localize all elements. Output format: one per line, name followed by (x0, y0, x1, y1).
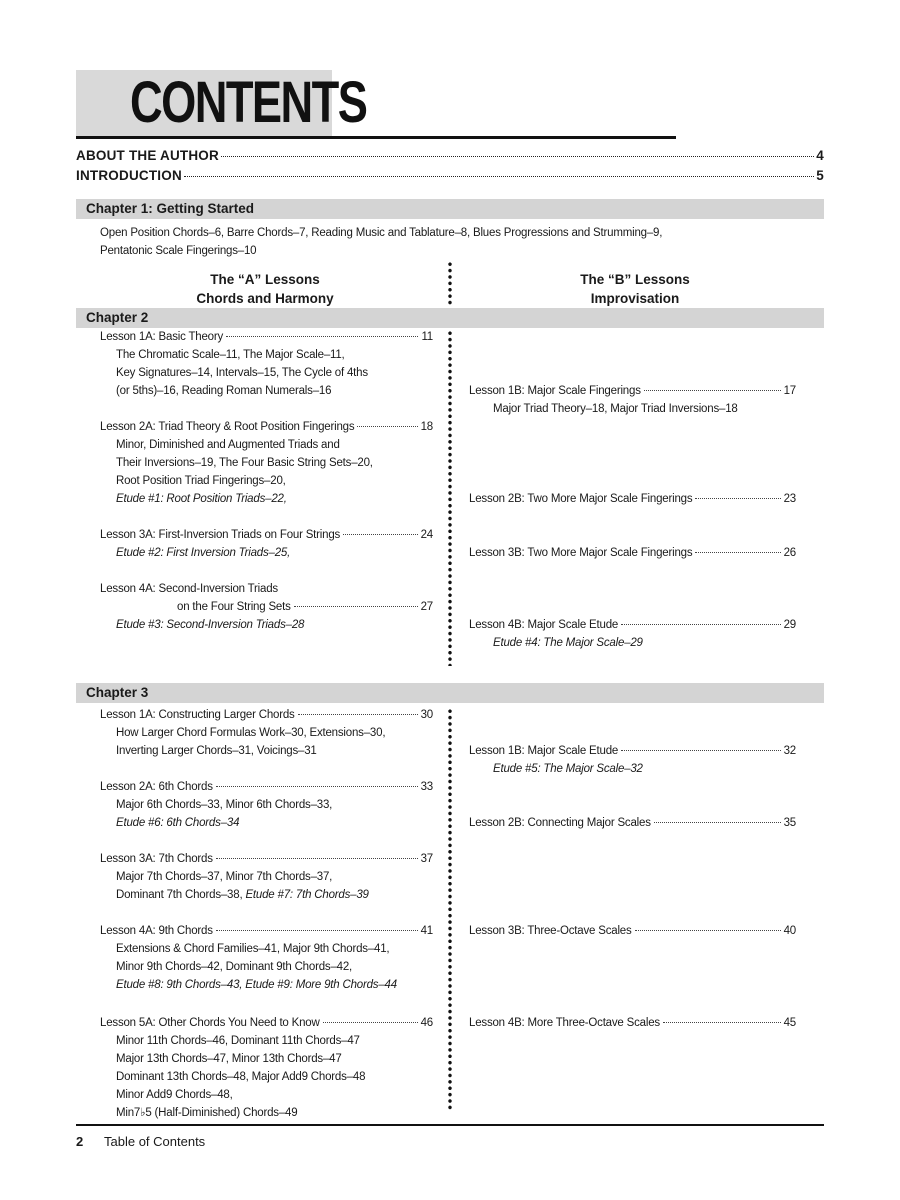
lesson-page: 17 (783, 385, 796, 397)
dot-leader (357, 426, 417, 427)
column-heading-a-line1: The “A” Lessons (210, 272, 320, 287)
dot-leader (695, 552, 780, 553)
lesson-topics-text: Dominant 7th Chords–38, (116, 889, 246, 901)
lesson-entry (100, 778, 433, 832)
lesson-etude: Etude #5: The Major Scale–32 (493, 763, 643, 775)
lesson-topics: Extensions & Chord Families–41, Major 9th Chords–41, (116, 943, 390, 955)
lesson-label: Lesson 1A: Basic Theory (100, 331, 224, 343)
lesson-label: Lesson 3B: Two More Major Scale Fingerings (469, 547, 693, 559)
lesson-line (469, 544, 796, 562)
chapter-1-topics (100, 224, 780, 260)
lesson-etude: Etude #7: 7th Chords–39 (245, 889, 369, 901)
lesson-topics: Major Triad Theory–18, Major Triad Inversions–18 (493, 403, 738, 415)
toc-entry-page: 5 (816, 168, 824, 183)
lesson-topics: The Chromatic Scale–11, The Major Scale–11, (116, 349, 345, 361)
lesson-line (469, 814, 796, 832)
lesson-page: 32 (783, 745, 796, 757)
lesson-label: Lesson 2B: Connecting Major Scales (469, 817, 651, 829)
lesson-page: 26 (783, 547, 796, 559)
toc-entry-page: 4 (816, 148, 824, 163)
lesson-entry (469, 616, 796, 652)
lesson-topics-mixed (100, 886, 433, 904)
lesson-page: 35 (783, 817, 796, 829)
lesson-line (469, 1014, 796, 1032)
lesson-entry (469, 544, 796, 562)
lesson-line (100, 1014, 433, 1032)
lesson-page: 33 (420, 781, 433, 793)
lesson-page: 45 (783, 1017, 796, 1029)
lesson-entry (100, 850, 433, 904)
lesson-entry (100, 526, 433, 562)
footer-page-number: 2 (76, 1134, 84, 1149)
lesson-line (100, 706, 433, 724)
lesson-page: 30 (420, 709, 433, 721)
lesson-page: 11 (421, 331, 433, 343)
column-heading-b-line1: The “B” Lessons (580, 272, 690, 287)
dot-leader (621, 750, 780, 751)
lesson-etude: Etude #2: First Inversion Triads–25, (116, 547, 291, 559)
lesson-label: Lesson 4A: Second-Inversion Triads (100, 583, 278, 595)
chapter-1-heading: Chapter 1: Getting Started (76, 199, 824, 219)
lesson-entry (100, 418, 433, 508)
lesson-topics: Minor 9th Chords–42, Dominant 9th Chords–42, (116, 961, 353, 973)
column-divider (447, 261, 453, 305)
lesson-entry (100, 922, 433, 994)
lesson-page: 40 (783, 925, 796, 937)
lesson-page: 29 (783, 619, 796, 631)
footer-rule (76, 1124, 824, 1126)
lesson-etude: Etude #6: 6th Chords–34 (116, 817, 240, 829)
dot-leader (644, 390, 781, 391)
column-heading-a-line2: Chords and Harmony (196, 291, 334, 306)
lesson-label: Lesson 4B: More Three-Octave Scales (469, 1017, 660, 1029)
lesson-entry (469, 382, 796, 418)
lesson-etude: Etude #1: Root Position Triads–22, (116, 493, 287, 505)
lesson-etude: Etude #8: 9th Chords–43, Etude #9: More 9th Chords–44 (116, 979, 397, 991)
lesson-label: Lesson 3A: 7th Chords (100, 853, 213, 865)
lesson-topics: Root Position Triad Fingerings–20, (116, 475, 286, 487)
column-heading-b (485, 270, 785, 308)
lesson-topics: Key Signatures–14, Intervals–15, The Cycle of 4ths (116, 367, 368, 379)
dot-leader (216, 786, 418, 787)
lesson-topics: Inverting Larger Chords–31, Voicings–31 (116, 745, 317, 757)
lesson-topics: Minor, Diminished and Augmented Triads and (116, 439, 340, 451)
lesson-label: Lesson 2A: 6th Chords (100, 781, 213, 793)
lesson-label: Lesson 3B: Three-Octave Scales (469, 925, 632, 937)
lesson-line (469, 922, 796, 940)
lesson-label: Lesson 4B: Major Scale Etude (469, 619, 619, 631)
lesson-line (469, 490, 796, 508)
toc-entry-label: INTRODUCTION (76, 168, 182, 183)
lesson-entry (100, 706, 433, 760)
dot-leader (184, 176, 814, 177)
lesson-entry (100, 1014, 433, 1122)
footer-label: Table of Contents (104, 1134, 206, 1149)
lesson-line (100, 598, 433, 616)
lesson-label: Lesson 4A: 9th Chords (100, 925, 213, 937)
toc-entry-about-author (76, 148, 824, 166)
toc-entry-label: ABOUT THE AUTHOR (76, 148, 219, 163)
lesson-page: 18 (420, 421, 433, 433)
dot-leader (343, 534, 417, 535)
dot-leader (221, 156, 814, 157)
dot-leader (216, 858, 418, 859)
lesson-entry (100, 328, 433, 400)
dot-leader (323, 1022, 418, 1023)
page-title: CONTENTS (130, 70, 367, 135)
lesson-etude: Etude #4: The Major Scale–29 (493, 637, 643, 649)
lesson-label: Lesson 1A: Constructing Larger Chords (100, 709, 295, 721)
lesson-line (469, 382, 796, 400)
lesson-label: Lesson 2A: Triad Theory & Root Position Fingerings (100, 421, 355, 433)
dot-leader (216, 930, 418, 931)
chapter-1-topics-line: Open Position Chords–6, Barre Chords–7, Reading Music and Tablature–8, Blues Progressions and Strumming–9, (100, 227, 663, 239)
chapter-2-heading: Chapter 2 (76, 308, 824, 328)
lesson-topics: (or 5ths)–16, Reading Roman Numerals–16 (116, 385, 332, 397)
lesson-line (469, 742, 796, 760)
lesson-topics: Major 13th Chords–47, Minor 13th Chords–47 (116, 1053, 342, 1065)
column-divider (447, 708, 453, 1112)
column-divider (447, 330, 453, 666)
lesson-page: 24 (420, 529, 433, 541)
lesson-line (100, 418, 433, 436)
lesson-page: 41 (420, 925, 433, 937)
column-heading-a (115, 270, 415, 308)
lesson-line (100, 328, 433, 346)
lesson-label: Lesson 5A: Other Chords You Need to Know (100, 1017, 320, 1029)
lesson-label-continued: on the Four String Sets (177, 601, 291, 613)
lesson-page: 23 (783, 493, 796, 505)
lesson-label: Lesson 2B: Two More Major Scale Fingerings (469, 493, 693, 505)
title-rule (76, 136, 676, 139)
dot-leader (695, 498, 780, 499)
lesson-line (100, 526, 433, 544)
lesson-topics: Min7♭5 (Half-Diminished) Chords–49 (116, 1107, 298, 1119)
lesson-line (469, 616, 796, 634)
chapter-3-heading: Chapter 3 (76, 683, 824, 703)
lesson-topics: Major 6th Chords–33, Minor 6th Chords–33, (116, 799, 333, 811)
lesson-entry (469, 814, 796, 832)
dot-leader (663, 1022, 781, 1023)
lesson-topics: Dominant 13th Chords–48, Major Add9 Chords–48 (116, 1071, 366, 1083)
dot-leader (654, 822, 781, 823)
lesson-label: Lesson 3A: First-Inversion Triads on Four Strings (100, 529, 341, 541)
lesson-entry (469, 922, 796, 940)
dot-leader (298, 714, 418, 715)
dot-leader (294, 606, 418, 607)
lesson-etude: Etude #3: Second-Inversion Triads–28 (116, 619, 305, 631)
lesson-line (100, 778, 433, 796)
lesson-entry (469, 1014, 796, 1032)
lesson-topics: Minor 11th Chords–46, Dominant 11th Chords–47 (116, 1035, 360, 1047)
lesson-line (100, 850, 433, 868)
lesson-page: 46 (420, 1017, 433, 1029)
lesson-topics: Their Inversions–19, The Four Basic String Sets–20, (116, 457, 373, 469)
dot-leader (635, 930, 781, 931)
lesson-topics: Major 7th Chords–37, Minor 7th Chords–37, (116, 871, 333, 883)
lesson-entry (469, 742, 796, 778)
lesson-entry (100, 580, 433, 634)
chapter-1-topics-line: Pentatonic Scale Fingerings–10 (100, 245, 257, 257)
lesson-page: 27 (420, 601, 433, 613)
lesson-line (100, 922, 433, 940)
lesson-label: Lesson 1B: Major Scale Fingerings (469, 385, 641, 397)
lesson-entry (469, 490, 796, 508)
lesson-page: 37 (420, 853, 433, 865)
dot-leader (621, 624, 780, 625)
toc-entry-introduction (76, 168, 824, 186)
dot-leader (226, 336, 418, 337)
column-heading-b-line2: Improvisation (590, 291, 680, 306)
lesson-topics: How Larger Chord Formulas Work–30, Extensions–30, (116, 727, 386, 739)
lesson-topics: Minor Add9 Chords–48, (116, 1089, 233, 1101)
lesson-label: Lesson 1B: Major Scale Etude (469, 745, 619, 757)
